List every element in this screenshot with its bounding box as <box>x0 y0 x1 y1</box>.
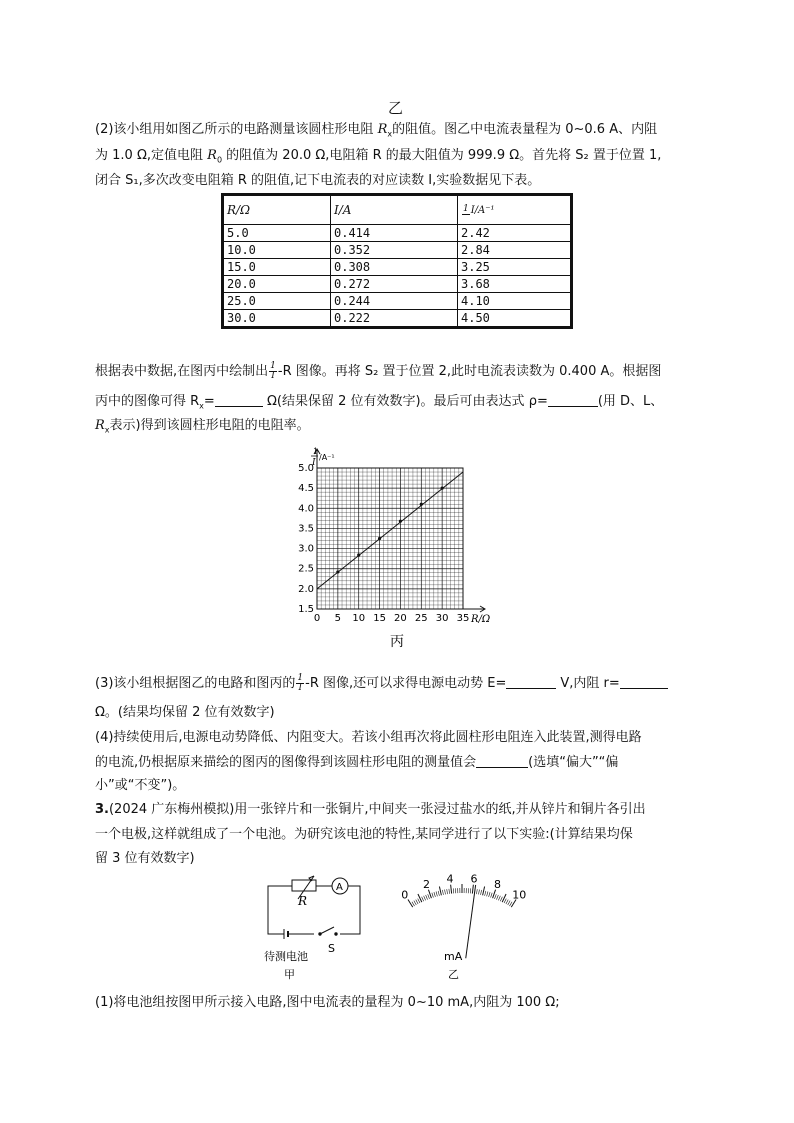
meter-tick <box>438 891 439 896</box>
meter-tick <box>451 885 452 894</box>
table-row: 15.0 0.308 3.25 <box>223 259 572 276</box>
meter-tick <box>496 895 498 900</box>
chart-ylabel-i: I <box>312 458 316 468</box>
meter-tick <box>476 889 477 894</box>
meter-tick <box>508 901 510 905</box>
answer-blank-emf[interactable] <box>506 674 556 689</box>
ammeter-dial <box>372 874 542 984</box>
meter-tick <box>418 894 422 902</box>
circuit-diagram <box>260 874 370 984</box>
header-r: R/Ω <box>223 195 331 225</box>
meter-tick <box>485 891 486 896</box>
y-tick-label: 3.5 <box>298 523 314 535</box>
table-row: 5.0 0.414 2.42 <box>223 225 572 242</box>
meter-tick <box>504 899 506 903</box>
meter-tick <box>439 887 441 896</box>
y-tick-label: 2.5 <box>298 563 314 575</box>
answer-blank-rx[interactable] <box>215 392 263 407</box>
para2-line-1: 根据表中数据,在图丙中绘制出 $\frac{1}{I}$ -R 图像。再将 S₂ 置于位置 2,此时电流表读数为 0.400 A。根据图 <box>95 361 662 381</box>
meter-tick <box>510 902 513 906</box>
chart-xlabel: R/Ω <box>471 614 491 625</box>
meter-tick <box>408 899 413 907</box>
meter-tick <box>495 894 497 899</box>
meter-tick <box>418 899 420 903</box>
switch-lever <box>320 927 334 934</box>
answer-blank-internal-r[interactable] <box>620 674 668 689</box>
data-point <box>357 553 360 556</box>
x-tick-label: 30 <box>435 613 449 624</box>
meter-tick <box>447 889 448 894</box>
header-inv-i: 1 I/A⁻¹ <box>458 195 572 225</box>
ammeter-label: A <box>336 882 343 893</box>
switch-label: S <box>328 942 335 955</box>
p3-line-2: 一个电极,这样就组成了一个电池。为研究该电池的特性,某同学进行了以下实验:(计算结果均保 <box>95 827 633 842</box>
meter-unit: mA <box>444 950 463 963</box>
y-tick-label: 3.0 <box>298 543 314 555</box>
rheostat-label: R <box>298 894 308 908</box>
meter-tick <box>412 902 415 906</box>
meter-tick <box>426 895 428 900</box>
x-tick-label: 35 <box>456 613 470 624</box>
meter-tick-label: 10 <box>512 888 527 902</box>
q3-line-1: (3)该小组根据图乙的电路和图丙的 $\frac{1}{I}$ -R 图像,还可以求得电源电动势 E= V,内阻 r= <box>95 674 668 693</box>
meter-tick-label: 8 <box>494 878 502 892</box>
meter-tick <box>479 890 480 895</box>
header-i: I/A <box>331 195 458 225</box>
meter-tick <box>432 893 434 898</box>
p3-line-1: 3.(2024 广东梅州模拟)用一张锌片和一张铜片,中间夹一张浸过盐水的纸,并从锌片和铜片各引出 <box>95 802 646 817</box>
meter-tick-label: 0 <box>401 888 409 902</box>
q1-line: (1)将电池组按图甲所示接入电路,图中电流表的量程为 0~10 mA,内阻为 100 Ω; <box>95 995 560 1010</box>
meter-tick <box>424 896 426 901</box>
meter-tick <box>449 889 450 894</box>
meter-tick <box>498 896 500 901</box>
meter-tick <box>500 897 502 902</box>
q4-line-2: 的电流,仍根据原来描绘的图丙的图像得到该圆柱形电阻的测量值会 (选填“偏大”“偏 <box>95 755 619 770</box>
meter-tick <box>491 893 493 898</box>
meter-tick <box>481 890 482 895</box>
data-point <box>441 487 444 490</box>
meter-tick <box>445 890 446 895</box>
meter-tick <box>422 897 424 902</box>
q2-line-1: (2)该小组用如图乙所示的电路测量该圆柱形电阻 $R_x$的阻值。图乙中电流表量程为 0~0.6 A、内阻 <box>95 122 658 139</box>
q2-line-2: 为 1.0 Ω,定值电阻 $R_0$ 的阻值为 20.0 Ω,电阻箱 R 的最大阻值为 999.9 Ω。首先将 S₂ 置于位置 1, <box>95 148 662 165</box>
data-point <box>378 537 381 540</box>
q3-line-2: Ω。(结果均保留 2 位有效数字) <box>95 705 275 720</box>
x-tick-label: 0 <box>313 613 321 624</box>
q4-line-1: (4)持续使用后,电源电动势降低、内阻变大。若该小组再次将此圆柱形电阻连入此装置,测得电路 <box>95 730 642 745</box>
chart-ylabel-unit: /A⁻¹ <box>319 453 335 462</box>
meter-tick <box>416 900 418 904</box>
meter-caption: 乙 <box>448 968 459 981</box>
table-row: 30.0 0.222 4.50 <box>223 310 572 328</box>
meter-tick <box>502 894 506 902</box>
meter-needle <box>466 885 476 958</box>
answer-blank-measurement[interactable] <box>476 753 528 768</box>
meter-tick <box>487 892 488 897</box>
meter-tick-label: 4 <box>446 874 454 886</box>
y-tick-label: 2.0 <box>298 583 314 595</box>
meter-tick <box>436 892 437 897</box>
rheostat-box <box>292 880 316 891</box>
y-tick-label: 4.5 <box>298 483 314 495</box>
meter-tick <box>434 892 435 897</box>
meter-tick-label: 2 <box>422 878 430 892</box>
x-tick-label: 10 <box>352 613 366 624</box>
q4-line-3: 小”或“不变”)。 <box>95 778 186 793</box>
answer-blank-rho[interactable] <box>548 392 598 407</box>
data-table <box>221 193 573 329</box>
problem-number: 3. <box>95 802 109 817</box>
meter-tick <box>483 887 485 896</box>
y-tick-label: 5.0 <box>298 463 314 474</box>
x-tick-label: 5 <box>334 613 342 624</box>
y-tick-label: 1.5 <box>298 604 314 615</box>
table-header-row <box>223 195 572 225</box>
x-tick-label: 25 <box>414 613 428 624</box>
chart-title: 丙 <box>390 634 404 650</box>
inverse-current-vs-r-chart <box>290 446 510 656</box>
data-point <box>420 503 423 506</box>
meter-tick <box>489 892 490 897</box>
table-row: 20.0 0.272 3.68 <box>223 276 572 293</box>
q2-line-3: 闭合 S₁,多次改变电阻箱 R 的阻值,记下电流表的对应读数 I,实验数据见下表。 <box>95 173 541 188</box>
meter-tick <box>414 901 416 905</box>
meter-tick-label: 6 <box>470 874 478 886</box>
meter-tick <box>442 890 443 895</box>
figure-caption-yi-top: 乙 <box>388 99 404 117</box>
meter-tick <box>506 900 508 904</box>
meter-tick <box>472 885 473 894</box>
para2-line-3: $R_x$表示)得到该圆柱形电阻的电阻率。 <box>95 418 310 435</box>
x-tick-label: 20 <box>394 613 407 624</box>
table-row: 25.0 0.244 4.10 <box>223 293 572 310</box>
p3-line-3: 留 3 位有效数字) <box>95 851 195 866</box>
chart-ylabel-numerator: 1 <box>313 447 319 456</box>
battery-label: 待测电池 <box>264 950 308 963</box>
para2-line-2: 丙中的图像可得 $R_x= \Omega$(结果保留 2 位有效数字)。最后可由表达式 ρ= (用 D、L、 <box>95 394 664 411</box>
meter-tick <box>428 894 430 899</box>
circuit-caption: 甲 <box>284 968 295 981</box>
y-tick-label: 4.0 <box>298 503 314 515</box>
table-row: 10.0 0.352 2.84 <box>223 242 572 259</box>
x-tick-label: 15 <box>373 613 386 624</box>
data-point <box>399 520 402 523</box>
data-point <box>336 570 339 573</box>
